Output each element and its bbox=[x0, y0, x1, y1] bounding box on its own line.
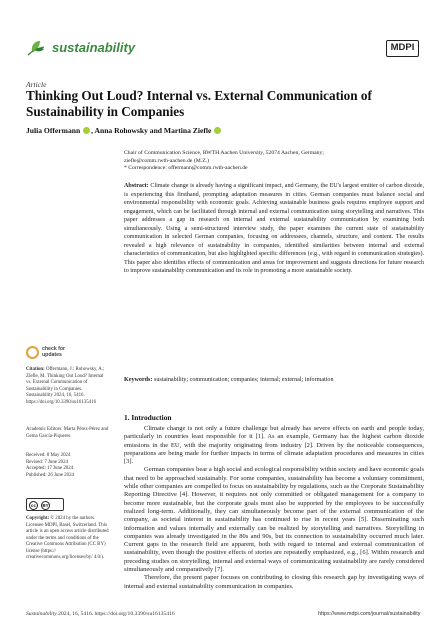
affiliation-email[interactable]: ziefle@comm.rwth-aachen.de (M.Z.) bbox=[124, 157, 209, 164]
check-updates-icon bbox=[26, 346, 39, 359]
cc-by-license-badge[interactable] bbox=[26, 498, 64, 511]
abstract-label: Abstract: bbox=[124, 183, 149, 189]
orcid-icon[interactable] bbox=[83, 127, 90, 134]
citation-text[interactable]: Offermann, J.; Rohowsky, A.; Ziefle, M. Thinking Out Loud? Internal vs. External Communication of Sustainability in Companies. Sustainability 2024, 16, 5416. https://doi.org/10.3390/su16135416 bbox=[26, 367, 105, 405]
orcid-icon[interactable] bbox=[214, 127, 221, 134]
check-for-updates-button[interactable] bbox=[26, 346, 86, 360]
citation-block bbox=[26, 367, 110, 406]
date-revised: Revised: 7 June 2024 bbox=[26, 459, 68, 465]
section-heading: 1. Introduction bbox=[124, 413, 172, 422]
affiliation-block bbox=[124, 150, 424, 173]
citation-label: Citation: bbox=[26, 367, 45, 372]
article-title: Thinking Out Loud? Internal vs. External Communication of Sustainability in Companies bbox=[26, 88, 372, 119]
keywords bbox=[124, 376, 424, 384]
keywords-text: sustainability; communication; companies; internal; external; information bbox=[153, 377, 334, 383]
by-icon: BY bbox=[42, 502, 49, 508]
journal-name[interactable]: sustainability bbox=[52, 40, 136, 55]
author-rest: , Anna Rohowsky and Martina Ziefle bbox=[91, 126, 214, 135]
date-published: Published: 26 June 2024 bbox=[26, 472, 74, 478]
abstract-text: Climate change is already having a significant impact, and Germany, the EU's largest emitter of carbon dioxide, is experiencing this firsthand, prompting adaptation measures in cities. German companies must balance social and environmental responsibility with economic goals. Achieving sustainable business goals requires employee support and engagement, which can be facilitated through internal and external communication using storytelling and narratives. This paper addresses a gap in research on internal and external sustainability communication by examining both simultaneously. Using a semi-structured interview study, the paper examines the current state of sustainability communication in selected German companies, focusing on addressees, channels, structure, and content. The results revealed a high relevance of sustainability in companies, identified similarities between internal and external characteristics of communication, but also highlighted specific differences (e.g., with regard to communication strategies). This paper also identifies effects of communication and areas for improvement and suggests directions for future research to improve sustainability communication and its role in promoting a more sustainable society. bbox=[124, 183, 424, 275]
check-updates-label: check for updates bbox=[42, 346, 66, 359]
footer-journal: Sustainability bbox=[26, 611, 57, 617]
keywords-label: Keywords: bbox=[124, 377, 153, 383]
date-received: Received: 8 May 2024 bbox=[26, 453, 71, 458]
paragraph: Therefore, the present paper focuses on contributing to closing this research gap by investigating ways of internal and external sustainability communication in companies. bbox=[124, 574, 424, 590]
footer-citation-rest: 2024, 16, 5416. https://doi.org/10.3390/su16135416 bbox=[58, 611, 175, 617]
article-type: Article bbox=[26, 80, 47, 89]
paragraph: Climate change is not only a future challenge but already has severe effects on earth and people today, particularly in countries least responsible for it [1]. As an example, Germany has the highest carbon dioxide emissions in the EU, with the majority originating from industry [2]. Driven by the noticeable consequences, preparations are being made for further impacts in terms of climate adaptation procedures and measures in cities [3]. bbox=[124, 425, 424, 466]
author-first: Julia Offermann bbox=[26, 126, 83, 135]
introduction-body bbox=[124, 425, 424, 591]
copyright-block bbox=[26, 516, 110, 562]
journal-leaf-icon bbox=[26, 38, 46, 58]
copyright-label: Copyright: bbox=[26, 516, 50, 521]
copyright-text: © 2024 by the authors. Licensee MDPI, Basel, Switzerland. This article is an open access article distributed under the terms and conditions of the Creative Commons Attribution (CC BY) license (https:// creativecommons.org/licenses/by/ 4.0/). bbox=[26, 516, 109, 561]
footer-journal-url[interactable]: https://www.mdpi.com/journal/sustainability bbox=[318, 611, 421, 617]
publisher-logo[interactable]: MDPI bbox=[386, 40, 419, 57]
affiliation-line: Chair of Communication Science, RWTH Aachen University, 52074 Aachen, Germany; bbox=[124, 150, 324, 156]
academic-editors: Academic Editors: Marta Pérez-Pérez and Gema García-Piqueres bbox=[26, 427, 109, 439]
dates-block bbox=[26, 453, 110, 479]
cc-icon: cc bbox=[29, 501, 38, 510]
correspondence: * Correspondence: offermann@comm.rwth-aachen.de bbox=[124, 165, 248, 172]
abstract bbox=[124, 182, 424, 276]
paragraph: German companies bear a high social and ecological responsibility within society and have economic goals that need to be approached sustainably. For some companies, sustainability has become a voluntary commitment, while other companies are compelled to focus on sustainability by regulations, such as the Corporate Sustainability Reporting Directive [4]. However, it requires not only committed or obligated management for a company to become more sustainable, but the corporate goals must also be supported by the employees to be successfully realized long-term. Additionally, they can simultaneously become part of the external communication of the company, as societal interest in sustainability has continued to rise in recent years [5]. Disseminating such information and values internally and externally can be realized by storytelling and narratives. Storytelling in companies was already investigated in the 80s and 90s, but its connection to sustainability occurred much later. Current gaps in the research field are apparent, both with regard to internal and external communication of sustainability, even though the positive effects of stories are repeatedly emphasized, e.g., [6]. Within research and preceding studies on storytelling, internal and external ways of communicating sustainability are rarely considered simultaneously and comparatively [7]. bbox=[124, 466, 424, 574]
footer-citation[interactable] bbox=[26, 611, 175, 617]
author-list bbox=[26, 126, 222, 135]
date-accepted: Accepted: 17 June 2024 bbox=[26, 466, 74, 472]
